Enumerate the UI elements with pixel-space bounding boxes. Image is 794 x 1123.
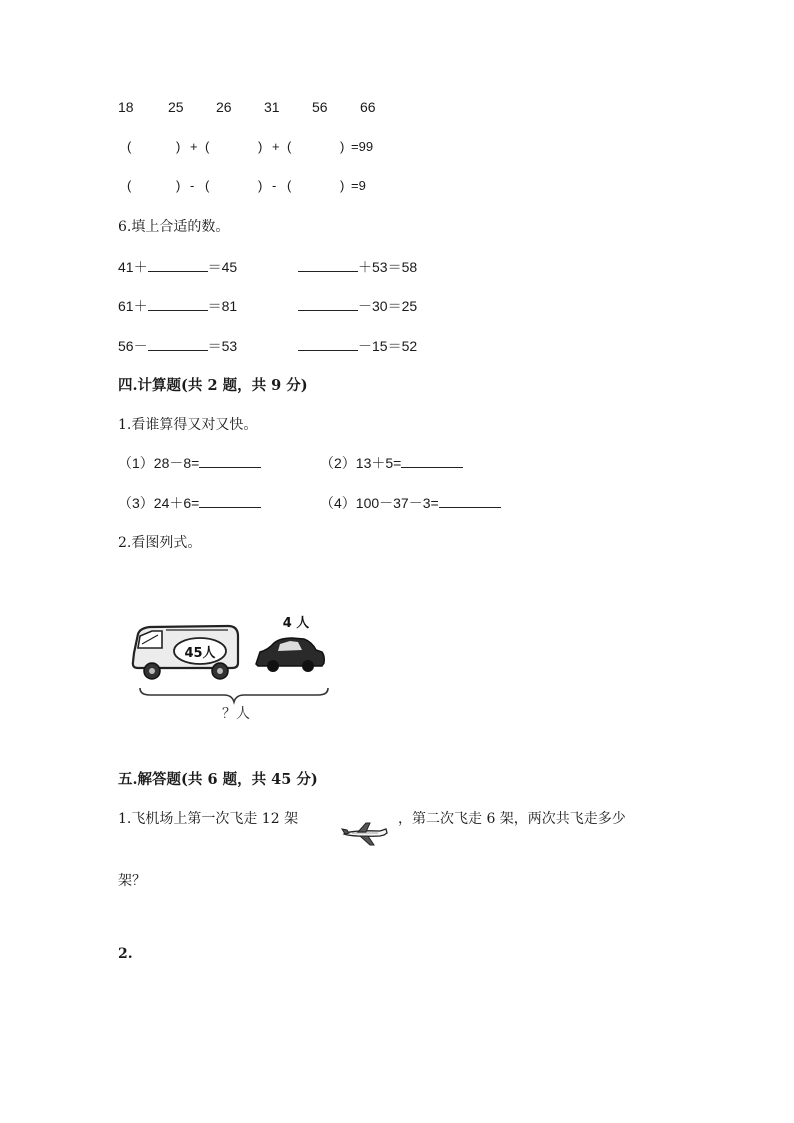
section-5-question-2: 2. [118,946,133,962]
operator: - [190,178,195,193]
section-4-question-1: 1.看谁算得又对又快。 [118,417,258,433]
answer-blank[interactable] [199,493,261,508]
operator: - [272,178,277,193]
answer-blank[interactable] [199,453,261,468]
fill-right-text: －30＝25 [358,298,418,314]
answer-blank[interactable] [148,257,208,272]
calc-label: （1）28－8= [118,455,200,471]
calc-label: （2）13＋5= [320,455,402,471]
bus-car-figure [128,608,338,723]
operator: + [272,139,280,154]
number-item: 66 [360,99,376,115]
calc-label: （4）100－37－3= [320,495,439,511]
open-paren: ( [205,178,210,193]
close-paren: ) [340,139,345,154]
fill-right-text: ＝53 [207,338,238,354]
answer-blank[interactable] [148,296,208,311]
calc-item [320,453,463,473]
airplane-icon [340,820,390,848]
section-5-question-1-end: 架？ [118,873,146,889]
operator: + [190,139,198,154]
fill-equation [118,336,237,356]
open-paren: ( [127,139,132,154]
answer-blank[interactable] [439,493,501,508]
equation-sub [127,178,427,198]
open-paren: ( [205,139,210,154]
answer-blank[interactable] [148,336,208,351]
section-4-heading: 四.计算题(共 2 题，共 9 分) [118,377,308,394]
car-label: 4 人 [282,616,310,631]
bus-label: 45人 [184,646,216,661]
section-5-question-1-continued: ，第二次飞走 6 架，两次共飞走多少 [398,811,626,827]
fill-right-text: －15＝52 [358,338,418,354]
open-paren: ( [127,178,132,193]
number-item: 25 [168,99,184,115]
fill-equation [298,336,417,356]
equation-result: =9 [351,178,366,193]
calc-item [118,493,261,513]
number-item: 31 [264,99,280,115]
fill-equation [298,296,417,316]
fill-left-text: 56－ [118,338,148,354]
close-paren: ) [258,139,263,154]
number-item: 56 [312,99,328,115]
fill-left-text: 61＋ [118,298,148,314]
fill-right-text: ＝81 [207,298,238,314]
number-item: 26 [216,99,232,115]
calc-item [320,493,501,513]
fill-left-text: 41＋ [118,259,148,275]
equation-result: =99 [351,139,374,154]
total-label: ？人 [222,706,250,722]
fill-equation [298,257,417,277]
close-paren: ) [176,139,181,154]
section-4-question-2: 2.看图列式。 [118,535,202,551]
equation-add [127,139,427,159]
car-icon [256,638,324,672]
close-paren: ) [176,178,181,193]
calc-label: （3）24＋6= [118,495,200,511]
answer-blank[interactable] [298,296,358,311]
answer-blank[interactable] [298,257,358,272]
open-paren: ( [287,178,292,193]
section-5-heading: 五.解答题(共 6 题，共 45 分) [118,771,318,788]
fill-right-text: ＝45 [207,259,238,275]
number-item: 18 [118,99,134,115]
fill-equation [118,296,237,316]
fill-right-text: ＋53＝58 [358,259,418,275]
open-paren: ( [287,139,292,154]
answer-blank[interactable] [401,453,463,468]
section-5-question-1: 1.飞机场上第一次飞走 12 架 [118,811,299,827]
close-paren: ) [340,178,345,193]
question-6-title: 6.填上合适的数。 [118,219,230,235]
calc-item [118,453,261,473]
answer-blank[interactable] [298,336,358,351]
fill-equation [118,257,237,277]
brace [140,688,328,702]
close-paren: ) [258,178,263,193]
